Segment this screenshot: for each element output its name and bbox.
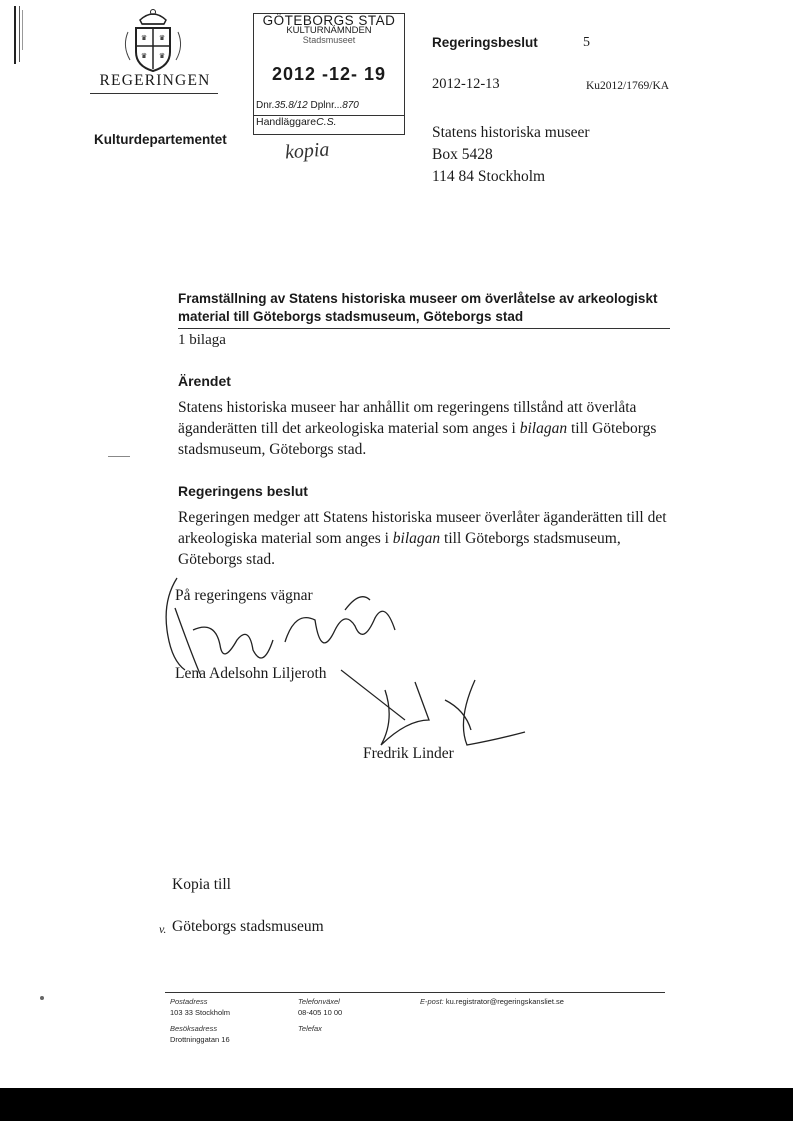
footer-fax-label: Telefax — [298, 1024, 322, 1033]
svg-text:♛: ♛ — [158, 52, 166, 60]
dnr-label: Dnr. — [256, 100, 275, 111]
footer-email — [420, 997, 564, 1006]
dplnr-label: Dplnr... — [310, 100, 343, 111]
dplnr-value: 870 — [342, 100, 359, 111]
footer-email-value: ku.registrator@regeringskansliet.se — [445, 997, 564, 1006]
stamp-subtitle: KULTURNÄMNDEN — [286, 25, 372, 36]
dnr-value: 35.8/12 — [274, 100, 308, 111]
scan-border — [0, 1088, 793, 1121]
stamp-date: 2012 -12- 19 — [271, 64, 387, 84]
stamp-dnr — [256, 100, 359, 111]
copy-recipient: Göteborgs stadsmuseum — [172, 918, 324, 935]
footer-divider — [165, 992, 665, 993]
stamp-handler — [256, 116, 337, 128]
decision-emphasis: bilagan — [392, 530, 441, 547]
decision-text-2: till Göteborgs stadsmuseum, Göteborgs stad. — [178, 530, 621, 568]
footer-postal-value: 103 33 Stockholm — [170, 1008, 231, 1017]
decision-date: 2012-12-13 — [432, 76, 500, 92]
handler-label: Handläggare — [256, 116, 317, 128]
signer-primary: Lena Adelsohn Liljeroth — [175, 665, 327, 682]
footer-phone-label: Telefonväxel — [298, 997, 340, 1006]
recipient-name: Statens historiska museer — [432, 124, 590, 141]
footer-phone-value: 08-405 10 00 — [298, 1008, 343, 1017]
subject-divider — [178, 328, 670, 329]
footer-email-label: E-post: — [420, 997, 444, 1006]
footer-postal-label: Postadress — [170, 997, 208, 1006]
subject-title: Framställning av Statens historiska museer om överlåtelse av arkeologiskt material till Göteborgs stadsmuseum, Göteborgs stad — [178, 291, 658, 324]
footer-visit-value: Drottninggatan 16 — [170, 1035, 230, 1044]
attachments-count: 1 bilaga — [178, 332, 226, 348]
signer-secondary: Fredrik Linder — [363, 745, 454, 762]
recipient-postal: 114 84 Stockholm — [432, 168, 546, 185]
scan-dot — [40, 996, 44, 1000]
svg-text:♛: ♛ — [140, 52, 148, 60]
matter-text-1: Statens historiska museer har anhållit om regeringens tillstånd att överlåta äganderätten till det arkeologiska material som anges i — [178, 399, 637, 437]
on-behalf-text: På regeringens vägnar — [175, 587, 313, 604]
stamp-unit: Stadsmuseet — [302, 35, 356, 45]
document-type: Regeringsbeslut — [432, 35, 538, 50]
received-stamp — [253, 13, 405, 135]
decision-heading: Regeringens beslut — [178, 483, 308, 499]
svg-text:♛: ♛ — [140, 34, 148, 42]
matter-heading: Ärendet — [178, 373, 231, 389]
handwritten-note: kopia — [284, 138, 331, 164]
organization-name: REGERINGEN — [99, 72, 211, 89]
government-crest-icon — [118, 6, 188, 74]
department-name: Kulturdepartementet — [94, 132, 227, 147]
decision-text-1: Regeringen medger att Statens historiska museer överlåter äganderätten till det arkeologiska material som anges i — [178, 509, 667, 547]
divider — [90, 93, 218, 94]
reference-number: Ku2012/1769/KA — [586, 80, 670, 92]
matter-text-2: till Göteborgs stadsmuseum, Göteborgs stad. — [178, 420, 657, 458]
stamp-title: GÖTEBORGS STAD — [262, 13, 396, 28]
scan-mark — [108, 456, 130, 457]
recipient-box: Box 5428 — [432, 146, 493, 163]
copy-label: Kopia till — [172, 876, 231, 893]
svg-text:♛: ♛ — [158, 34, 166, 42]
handler-value: C.S. — [316, 116, 337, 128]
copy-check-mark: v. — [159, 922, 167, 936]
footer-visit-label: Besöksadress — [170, 1024, 218, 1033]
binding-mark — [22, 10, 23, 50]
page-number: 5 — [583, 35, 590, 50]
matter-emphasis: bilagan — [519, 420, 568, 437]
binding-mark — [19, 6, 20, 62]
matter-paragraph — [178, 397, 678, 460]
decision-paragraph — [178, 507, 678, 570]
binding-mark — [14, 6, 16, 64]
